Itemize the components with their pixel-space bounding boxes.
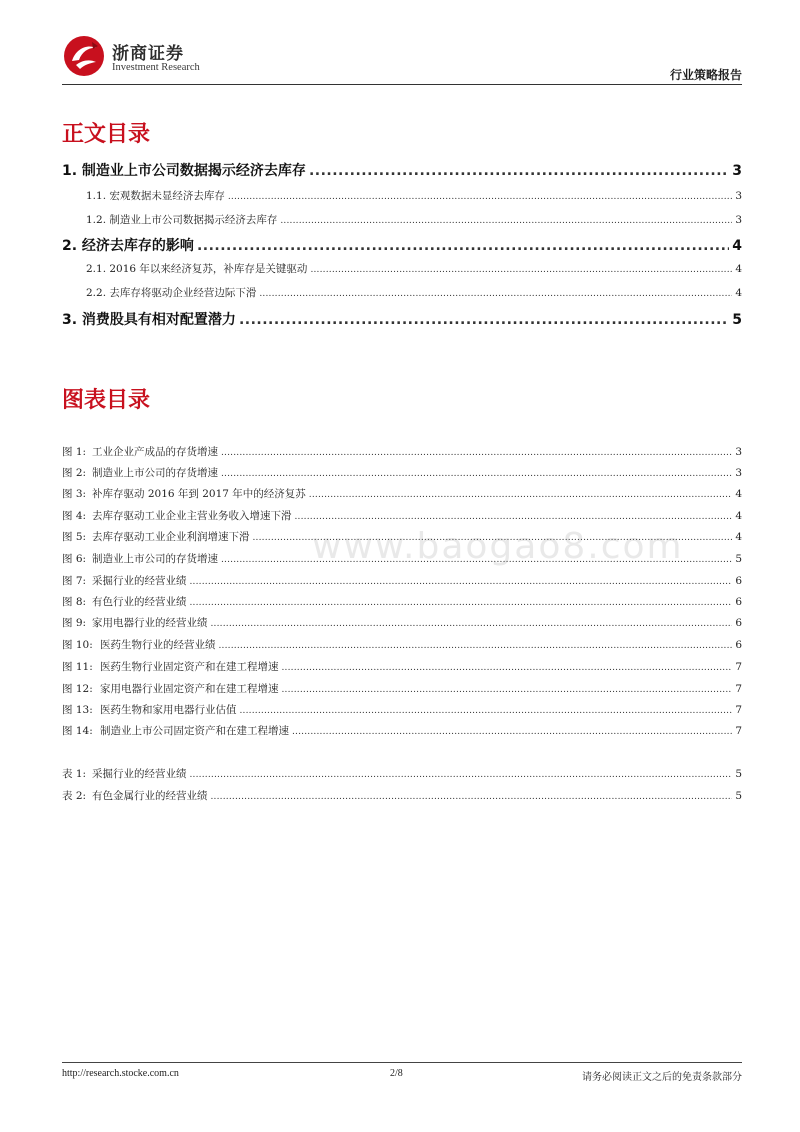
figure-page: 4 [735, 488, 742, 500]
dot-leader [239, 312, 729, 328]
figure-number: 图 1: [62, 446, 87, 458]
figure-entry[interactable] [62, 508, 742, 523]
brand-name-en: Investment Research [112, 62, 200, 73]
watermark: www.baogao8.com [312, 526, 684, 567]
figure-label: 补库存驱动 2016 年到 2017 年中的经济复苏 [92, 488, 306, 500]
figure-page: 6 [735, 575, 742, 587]
figure-number: 图 8: [62, 596, 87, 608]
table-number: 表 2: [62, 790, 87, 802]
dot-leader [280, 216, 732, 226]
footer-url[interactable]: http://research.stocke.com.cn [62, 1068, 179, 1079]
figure-entry[interactable] [62, 444, 742, 459]
figure-page: 4 [735, 531, 742, 543]
figure-page: 7 [735, 661, 742, 673]
figure-number: 图 12: [62, 683, 93, 695]
figure-label: 工业企业产成品的存货增速 [92, 446, 218, 458]
toc-entry-label: 1. 制造业上市公司数据揭示经济去库存 [62, 163, 306, 179]
figure-label: 医药生物和家用电器行业估值 [100, 704, 237, 716]
figure-page: 7 [735, 725, 742, 737]
dot-leader [282, 663, 733, 673]
figure-label: 去库存驱动工业企业主营业务收入增速下滑 [92, 510, 292, 522]
figure-entry[interactable] [62, 702, 742, 717]
figure-number: 图 13: [62, 704, 93, 716]
figure-page: 6 [735, 596, 742, 608]
table-entry[interactable] [62, 766, 742, 781]
toc-entry-label: 1.1. 宏观数据未显经济去库存 [86, 190, 225, 202]
toc-entry-2-2[interactable] [86, 285, 742, 300]
header-divider [62, 84, 742, 85]
figure-entry[interactable] [62, 594, 742, 609]
dot-leader [310, 265, 732, 275]
figure-page: 6 [735, 617, 742, 629]
figure-label: 家用电器行业的经营业绩 [92, 617, 208, 629]
figure-entry[interactable] [62, 573, 742, 588]
figure-entry[interactable] [62, 681, 742, 696]
report-type-label: 行业策略报告 [669, 68, 742, 82]
figure-number: 图 9: [62, 617, 87, 629]
figure-number: 图 5: [62, 531, 87, 543]
figure-number: 图 3: [62, 488, 87, 500]
figure-number: 图 14: [62, 725, 93, 737]
table-entry[interactable] [62, 788, 742, 803]
figure-label: 制造业上市公司的存货增速 [92, 553, 218, 565]
figure-number: 图 7: [62, 575, 87, 587]
figure-entry[interactable] [62, 723, 742, 738]
brand-name-cn: 浙商证券 [112, 44, 184, 64]
toc-entry-page: 4 [735, 263, 742, 275]
dot-leader [309, 163, 729, 179]
dot-leader [197, 238, 729, 254]
dot-leader [190, 577, 733, 587]
figure-page: 7 [735, 683, 742, 695]
table-page: 5 [735, 790, 742, 802]
dot-leader [190, 598, 733, 608]
toc-entry-page: 3 [735, 214, 742, 226]
dot-leader [211, 792, 733, 802]
toc-entry-2[interactable] [62, 235, 742, 255]
figure-entry[interactable] [62, 659, 742, 674]
toc-entry-label: 1.2. 制造业上市公司数据揭示经济去库存 [86, 214, 278, 226]
figure-label: 医药生物行业固定资产和在建工程增速 [100, 661, 279, 673]
toc-entry-1-2[interactable] [86, 212, 742, 227]
figure-page: 6 [735, 639, 742, 651]
toc-entry-page: 4 [735, 287, 742, 299]
zheshang-logo-icon [62, 34, 106, 78]
table-label: 有色金属行业的经营业绩 [92, 790, 208, 802]
figure-number: 图 6: [62, 553, 87, 565]
figure-page: 3 [735, 446, 742, 458]
page-number: 2/8 [390, 1068, 403, 1079]
dot-leader [240, 706, 733, 716]
toc-entry-label: 2.1. 2016 年以来经济复苏，补库存是关键驱动 [86, 263, 308, 275]
dot-leader [292, 727, 732, 737]
dot-leader [295, 512, 733, 522]
figure-page: 4 [735, 510, 742, 522]
dot-leader [221, 469, 732, 479]
toc-entry-page: 5 [732, 312, 742, 328]
table-label: 采掘行业的经营业绩 [92, 768, 187, 780]
toc-entry-2-1[interactable] [86, 261, 742, 276]
figure-number: 图 2: [62, 467, 87, 479]
footer-divider [62, 1062, 742, 1063]
toc-entry-1-1[interactable] [86, 188, 742, 203]
figure-page: 5 [735, 553, 742, 565]
dot-leader [282, 685, 733, 695]
dot-leader [219, 641, 733, 651]
page-header [62, 34, 742, 86]
toc-entry-1[interactable] [62, 160, 742, 180]
figure-number: 图 11: [62, 661, 93, 673]
figure-label: 采掘行业的经营业绩 [92, 575, 187, 587]
figure-number: 图 4: [62, 510, 87, 522]
dot-leader [190, 770, 733, 780]
dot-leader [228, 192, 732, 202]
figure-label: 去库存驱动工业企业利润增速下滑 [92, 531, 250, 543]
figure-page: 3 [735, 467, 742, 479]
figure-entry[interactable] [62, 615, 742, 630]
toc-entry-label: 2.2. 去库存将驱动企业经营边际下滑 [86, 287, 257, 299]
figure-label: 制造业上市公司固定资产和在建工程增速 [100, 725, 289, 737]
figure-label: 医药生物行业的经营业绩 [100, 639, 216, 651]
toc-entry-page: 4 [732, 238, 742, 254]
dot-leader [309, 490, 733, 500]
toc-entry-page: 3 [732, 163, 742, 179]
figure-entry[interactable] [62, 637, 742, 652]
figure-label: 有色行业的经营业绩 [92, 596, 187, 608]
figure-label: 制造业上市公司的存货增速 [92, 467, 218, 479]
figure-entry[interactable] [62, 486, 742, 501]
dot-leader [211, 619, 733, 629]
toc-entry-label: 3. 消费股具有相对配置潜力 [62, 312, 236, 328]
figure-label: 家用电器行业固定资产和在建工程增速 [100, 683, 279, 695]
dot-leader [221, 448, 732, 458]
figures-title: 图表目录 [62, 388, 151, 413]
footer-disclaimer: 请务必阅读正文之后的免责条款部分 [582, 1072, 742, 1083]
toc-entry-label: 2. 经济去库存的影响 [62, 238, 194, 254]
table-page: 5 [735, 768, 742, 780]
table-number: 表 1: [62, 768, 87, 780]
figure-entry[interactable] [62, 465, 742, 480]
toc-entry-page: 3 [735, 190, 742, 202]
toc-title: 正文目录 [62, 122, 151, 147]
figure-number: 图 10: [62, 639, 93, 651]
toc-entry-3[interactable] [62, 309, 742, 329]
dot-leader [259, 289, 732, 299]
figure-page: 7 [735, 704, 742, 716]
